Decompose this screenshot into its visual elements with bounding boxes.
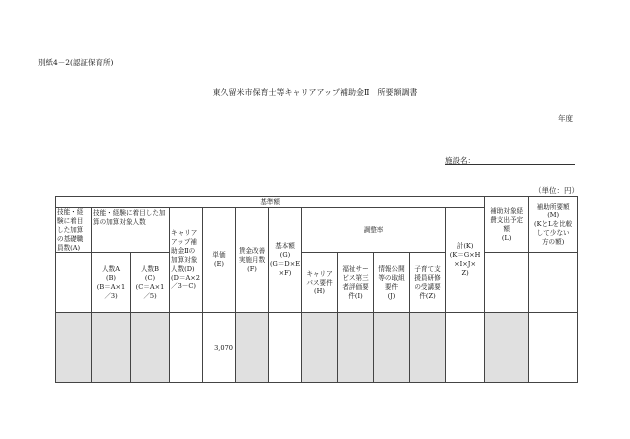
header-ninzu-group — [92, 208, 170, 253]
header-col-C — [131, 253, 170, 313]
header-col-D-line: ／3－C) — [171, 282, 197, 291]
header-col-J — [374, 253, 410, 313]
header-col-C-line: ／5) — [143, 291, 157, 300]
header-col-B-line: ／3) — [104, 291, 118, 300]
header-col-G-line: 基本額 — [275, 242, 295, 251]
header-col-J-line: (J) — [387, 291, 396, 300]
header-col-A-line: の基礎職 — [57, 234, 84, 243]
header-col-C-line: (C) — [144, 274, 156, 283]
cell-J[interactable] — [374, 313, 410, 383]
header-col-H-line: パス要件 — [306, 278, 333, 287]
header-col-Z-line: 件(Z) — [419, 291, 436, 300]
header-col-A-cont — [56, 253, 92, 313]
unit-note: （単位：円） — [534, 186, 579, 195]
header-col-H-line: (H) — [314, 287, 325, 296]
header-col-M-line: して少ない — [536, 229, 570, 238]
header-col-I-line: 件(I) — [348, 291, 363, 300]
header-col-M — [529, 197, 578, 253]
header-col-I-line: 福祉サー — [342, 265, 369, 274]
header-col-D-line: 加算対象 — [171, 255, 198, 264]
fiscal-year-label: 年度 — [558, 114, 573, 123]
header-col-J-line: 等の取組 — [378, 274, 405, 283]
header-col-B-line: (B) — [106, 274, 116, 283]
header-col-D-line: キャリア — [171, 229, 198, 238]
facility-name-field[interactable] — [445, 164, 575, 165]
header-col-G-line: (G＝D×E — [269, 260, 301, 269]
header-col-A-line: した加算 — [57, 225, 84, 234]
cell-H[interactable] — [302, 313, 338, 383]
cell-L[interactable] — [485, 313, 529, 383]
page-title: 東久留米市保育士等キャリアアップ補助金Ⅱ 所要額調書 — [212, 88, 418, 97]
header-col-K-line: 計(K) — [456, 242, 474, 251]
cell-C[interactable] — [131, 313, 170, 383]
header-col-K-line: ×I×J× — [454, 260, 476, 269]
header-col-F-line: (F) — [247, 264, 257, 273]
header-col-I-line: ビス第三 — [342, 274, 369, 283]
header-col-L-cont — [485, 253, 529, 313]
header-col-K-line: (K＝G×H — [449, 251, 481, 260]
header-col-B-line: (B＝A×1 — [96, 282, 126, 291]
header-col-M-cont — [529, 253, 578, 313]
header-col-L-line: 額 — [503, 224, 510, 233]
header-col-F — [236, 208, 269, 313]
header-col-E-line: (E) — [214, 260, 224, 269]
header-col-D-line: 人数(D) — [171, 264, 195, 273]
header-col-Z — [410, 253, 446, 313]
table-row — [56, 313, 578, 383]
header-col-G — [269, 208, 302, 313]
header-col-A-line: 員数(A) — [57, 243, 81, 252]
header-col-G-line: (G) — [279, 251, 291, 260]
header-ninzu-group-text: 技能・経験に着目した加算の加算対象人数 — [93, 209, 166, 226]
header-chouseiritsu: 調整率 — [302, 208, 446, 253]
header-col-D-line: (D＝A×2 — [171, 273, 200, 282]
cell-B[interactable] — [92, 313, 131, 383]
header-col-L-line: (L) — [501, 233, 512, 242]
header-col-Z-line: 子育て支 — [414, 265, 441, 274]
header-col-L — [485, 197, 529, 253]
header-col-F-line: 実施月数 — [238, 255, 266, 264]
header-col-E-line: 単価 — [212, 251, 226, 260]
facility-name-label: 施設名： — [445, 156, 475, 165]
header-col-M-line: (KとLを比較 — [534, 220, 573, 229]
cell-D[interactable] — [170, 313, 203, 383]
header-col-B-line: 人数A — [102, 265, 120, 274]
header-col-K — [446, 208, 485, 313]
header-col-H-line: キャリア — [306, 269, 333, 278]
header-col-D — [170, 208, 203, 313]
header-col-G-line: ×F) — [278, 269, 292, 278]
header-col-B — [92, 253, 131, 313]
cell-A[interactable] — [56, 313, 92, 383]
cell-I[interactable] — [338, 313, 374, 383]
header-kijungaku: 基準額 — [56, 197, 485, 208]
cell-M[interactable] — [529, 313, 578, 383]
cell-K[interactable] — [446, 313, 485, 383]
header-col-Z-line: の受講要 — [414, 282, 441, 291]
header-col-I-line: 者評価要 — [342, 282, 369, 291]
header-col-Z-line: 援員研修 — [414, 274, 441, 283]
cell-E-unit-price: 3,070 — [203, 313, 236, 383]
header-col-A-line: 技能・経 — [57, 208, 84, 216]
header-col-L-line: 補助対象経 — [490, 206, 524, 215]
header-col-L-line: 費支出予定 — [490, 215, 524, 224]
form-number: 別紙4－2(認証保育所) — [38, 58, 114, 67]
cell-F[interactable] — [236, 313, 269, 383]
header-col-A — [56, 208, 92, 253]
header-col-J-line: 情報公開 — [378, 265, 405, 274]
header-col-D-line: 助金Ⅱの — [171, 246, 196, 255]
cell-G[interactable] — [269, 313, 302, 383]
header-col-M-line: (M) — [547, 211, 560, 220]
header-col-F-line: 賃金改善 — [238, 246, 266, 255]
header-col-I — [338, 253, 374, 313]
header-col-M-line: 方の額) — [541, 238, 565, 247]
header-col-A-line: 験に着目 — [57, 216, 84, 225]
header-col-K-line: Z) — [461, 269, 469, 278]
header-col-J-line: 要件 — [384, 282, 399, 291]
calculation-table — [55, 196, 578, 383]
header-col-E — [203, 208, 236, 313]
header-col-C-line: (C＝A×1 — [135, 282, 165, 291]
header-col-M-line: 補助所要額 — [536, 202, 570, 211]
header-col-D-line: アップ補 — [171, 238, 197, 246]
header-col-C-line: 人数B — [140, 265, 160, 274]
header-col-H — [302, 253, 338, 313]
cell-Z[interactable] — [410, 313, 446, 383]
